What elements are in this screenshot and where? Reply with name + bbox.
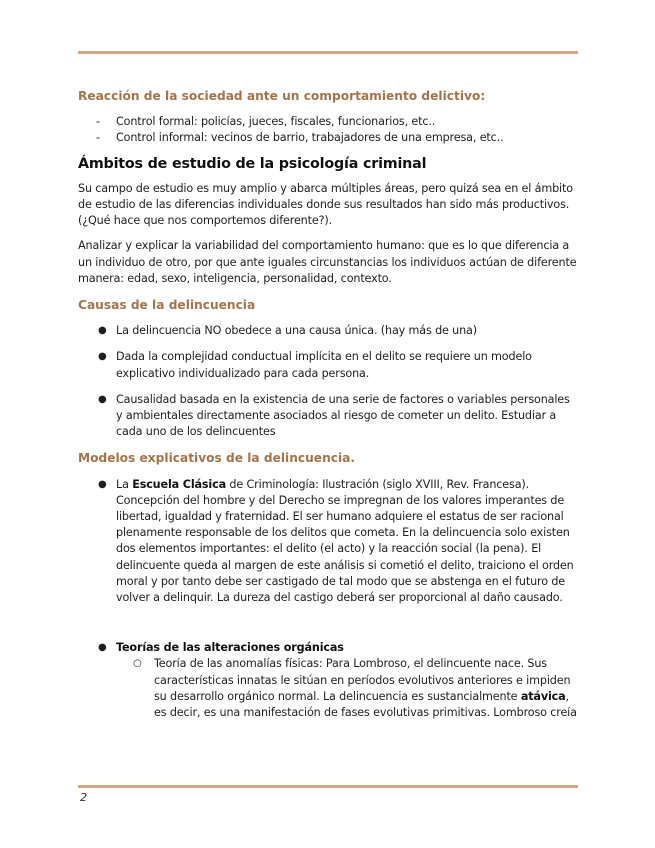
causas-list	[78, 323, 578, 440]
circle-bullet-icon: ○	[133, 658, 142, 670]
paragraph: Su campo de estudio es muy amplio y abarca múltiples áreas, pero quizá sea en el ámbito de estudio de las diferencias individuales donde sus resultados han sido más productivos. (¿Qué hace que nos comportemos diferente?).	[78, 181, 573, 228]
list-item: ● Causalidad basada en la existencia de una serie de factores o variables personales y ambientales directamente asociados al riesgo de cometer un delito. Estudiar a cada uno de los delincuentes	[98, 392, 570, 439]
sub-list	[116, 656, 578, 721]
bold-term: Escuela Clásica	[132, 477, 226, 491]
list-item: ● La delincuencia NO obedece a una causa única. (hay más de una)	[78, 323, 578, 339]
bold-term: atávica	[520, 689, 566, 703]
sub-list-item: ○ Teoría de las anomalías físicas: Para Lombroso, el delincuente nace. Sus características innatas le sitúan en períodos evolutivos anteriores e impiden su desarrollo orgánico normal. La delincuencia es sustancialmente atávica, es decir, es una manifestación de fases evolutivas primitivas. Lombroso creía	[133, 657, 577, 720]
bullet-icon: ●	[98, 478, 107, 490]
list-item: - Control formal: policías, jueces, fiscales, funcionarios, etc..	[78, 114, 578, 130]
dash-bullet-icon: -	[96, 115, 100, 129]
list-item: ● Dada la complejidad conductual implícita en el delito se requiere un modelo explicativo individualizado para cada persona.	[98, 350, 532, 380]
bottom-rule	[78, 785, 578, 788]
document-body	[78, 88, 578, 721]
section-heading-modelos: Modelos explicativos de la delincuencia.	[78, 451, 356, 466]
bullet-icon: ●	[98, 642, 107, 654]
section-heading-ambitos: Ámbitos de estudio de la psicología criminal	[78, 155, 427, 172]
list-item: - Control informal: vecinos de barrio, trabajadores de una empresa, etc..	[78, 130, 578, 146]
section-heading-causas: Causas de la delincuencia	[78, 298, 256, 313]
section-heading-reaccion: Reacción de la sociedad ante un comportamiento delictivo:	[78, 89, 486, 103]
paragraph: Analizar y explicar la variabilidad del comportamiento humano: que es lo que diferencia a un individuo de otro, por que ante iguales circunstancias los individuos actúan de diferente manera: edad, sexo, inteligencia, personalidad, contexto.	[78, 239, 577, 285]
list-item	[78, 640, 578, 721]
dash-bullet-icon: -	[96, 131, 100, 145]
modelos-list	[78, 477, 578, 722]
control-list	[78, 114, 578, 146]
bullet-icon: ●	[98, 393, 107, 405]
list-item: ● La Escuela Clásica de Criminología: Ilustración (siglo XVIII, Rev. Francesa). Concepción del hombre y del Derecho se impregnan de los valores imperantes de libertad, igualdad y fraternidad. El ser humano adquiere el estatus de ser racional plenamente responsable de los delitos que cometa. En la delincuencia solo existen dos elementos importantes: el delito (el acto) y la reacción social (la pena). El delincuente queda al margen de este análisis si cometió el delito, traiciono el orden moral y por tanto debe ser castigado de tal modo que se abstenga en el futuro de volver a delinquir. La dureza del castigo deberá ser proporcional al daño causado.	[98, 477, 574, 605]
top-rule	[78, 51, 578, 54]
page-number: 2	[80, 791, 87, 804]
bullet-icon: ●	[98, 351, 107, 363]
bullet-icon: ●	[98, 325, 107, 337]
bold-term: Teorías de las alteraciones orgánicas	[116, 641, 344, 655]
